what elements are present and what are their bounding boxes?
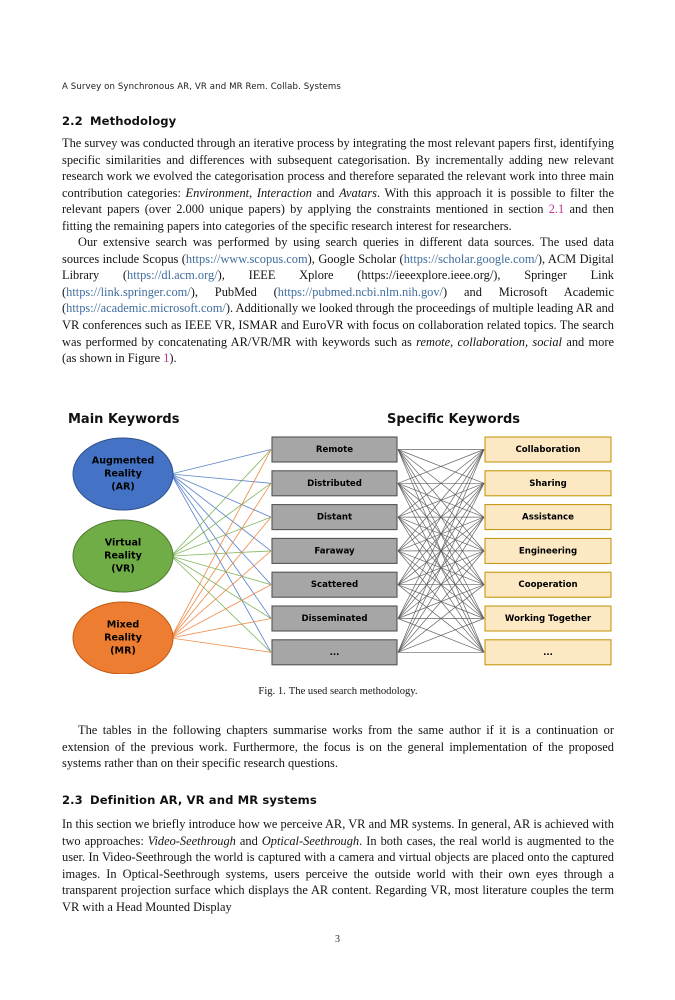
paragraph-after-figure: The tables in the following chapters summarise works from the same author if it is a continuation or extension of the previous work. Furthermore, the focus is on the general implementation of the proposed systems rather than on their specific research questions. [62,723,614,771]
text-run: ) and Microsoft Academic ( [62,284,614,316]
section-title: Definition AR, VR and MR systems [90,793,317,807]
middle-keyword-label: Scattered [310,580,359,591]
text-run: and more (as shown in Figure [62,334,614,366]
main-keyword-label: Virtual [104,537,142,549]
main-keyword-label: Augmented [91,455,155,467]
section-title: Methodology [90,114,177,128]
text-run: In this section we briefly introduce how we perceive AR, VR and MR systems. In general, AR is achieved with two approaches: [62,817,614,848]
section-methodology [62,114,614,367]
emphasis-video-seethrough: Video-Seethrough [147,833,236,848]
link-scopus[interactable]: https://www.scopus.com [185,251,308,266]
text-run: and [311,185,340,200]
emphasis-environment: Environment [185,185,250,200]
text-run: ). Additionally we looked through the proceedings of multiple leading AR and VR conferences such as IEEE VR, ISMAR and EuroVR with focus on collaboration related topics. The search was performed by concatenating AR/VR/MR with keywords such as [62,301,614,349]
main-keyword-label: (MR) [110,645,136,657]
paragraph-after-figure-block [62,722,614,772]
section-heading-definitions [62,793,614,807]
figure-caption-number: Fig. 1. [258,686,286,697]
running-head: A Survey on Synchronous AR, VR and MR Rem. Collab. Systems [62,82,341,92]
specific-keyword-label: Working Together [504,614,592,624]
paragraph-definitions [62,816,614,915]
edges-main-to-middle [171,450,271,653]
specific-keyword-boxes [485,437,611,665]
section-heading-methodology [62,114,614,128]
middle-keyword-label: Faraway [314,546,355,557]
diagram-heading-main-keywords: Main Keywords [68,412,180,427]
figure-caption-text: The used search methodology. [288,686,418,697]
diagram-heading-specific-keywords: Specific Keywords [387,412,521,427]
page-number: 3 [335,934,340,945]
cross-reference-figure-1[interactable]: 1 [163,351,170,366]
text-run: Our extensive search was performed by using search queries in different data sources. The used data sources include Scopus ( [62,235,614,266]
cross-reference-2-1[interactable]: 2.1 [548,202,565,217]
paragraph-methodology-2 [62,234,614,366]
figure-caption [62,686,614,697]
text-run: ), Google Scholar ( [307,251,404,266]
text-run: and then fitting the remaining papers into categories of the specific research interest for researchers. [62,202,615,233]
emphasis-interaction: Interaction [256,185,312,200]
main-keyword-label: Reality [104,468,142,480]
emphasis-optical-seethrough: Optical-Seethrough [261,833,360,848]
main-keyword-label: Reality [104,632,142,644]
section-number: 2.3 [62,793,83,807]
text-run: , [249,185,257,200]
main-keyword-label: (VR) [111,563,135,575]
specific-keyword-label: Collaboration [515,445,581,455]
emphasis-keywords: remote, collaboration, social [416,334,562,349]
main-keyword-nodes [73,438,173,674]
middle-keyword-label: Disseminated [301,614,368,624]
link-google-scholar[interactable]: https://scholar.google.com/ [403,251,538,266]
section-definitions-heading-block [62,793,614,814]
section-number: 2.2 [62,114,83,128]
specific-keyword-label: Sharing [529,478,567,489]
edges-middle-to-specific [398,450,484,653]
middle-keyword-label: Distributed [307,478,362,489]
middle-keyword-label: ... [329,647,340,658]
main-keyword-label: Mixed [106,619,140,631]
text-run: . In both cases, the real world is augmented to the user. In Video-Seethrough the world is captured with a camera and virtual objects are placed onto the captured images. In Optical-Seethrough systems, users perceive the outside world with their own eyes through a transparent projection surface which displays the AR content. Regarding VR, most literature couples the term VR with a Head Mounted Display [62,833,614,914]
figure-search-methodology [55,406,620,674]
specific-keyword-label: ... [543,647,553,658]
link-acm-digital-library[interactable]: https://dl.acm.org/ [127,268,218,283]
text-run: and [235,833,262,848]
emphasis-avatars: Avatars [339,185,377,200]
text-run: ), PubMed ( [190,284,278,299]
main-keyword-label: (AR) [111,481,135,493]
specific-keyword-label: Engineering [518,546,578,557]
main-keyword-label: Reality [104,550,142,562]
text-run: ), IEEE Xplore (https://ieeexplore.ieee.org/), Springer Link ( [62,268,614,299]
text-run: . With this approach it is possible to filter the relevant papers (over 2.000 unique papers) by applying the constraints mentioned in section [62,185,614,217]
link-microsoft-academic[interactable]: https://academic.microsoft.com/ [66,301,226,316]
specific-keyword-label: Cooperation [518,580,578,591]
text-run: ), ACM Digital Library ( [62,251,614,283]
specific-keyword-label: Assistance [522,512,574,523]
paragraph-methodology-1 [62,135,614,234]
middle-keyword-label: Remote [315,445,354,455]
middle-keyword-boxes [272,437,397,665]
link-springer[interactable]: https://link.springer.com/ [66,284,191,299]
section-definitions-body [62,816,614,915]
link-pubmed[interactable]: https://pubmed.ncbi.nlm.nih.gov/ [277,284,444,299]
text-run: The survey was conducted through an iterative process by integrating the most relevant papers first, identifying specific similarities and differences with subsequent categorisation. By incrementally adding new relevant research work we evolved the categorisation process and therefore separated the relevant work into three main contribution categories: [62,136,614,200]
middle-keyword-label: Distant [316,512,353,523]
text-run: ). [169,351,177,366]
